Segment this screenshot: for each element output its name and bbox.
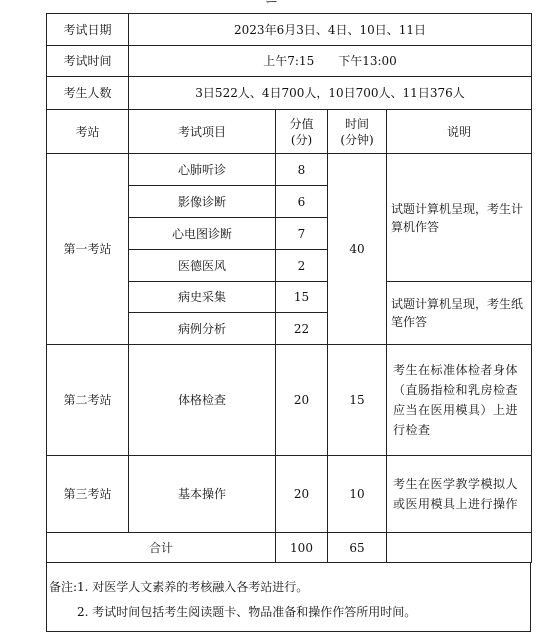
cropped-header-text: ー <box>265 0 279 8</box>
col-time-line1: 时间 <box>344 116 369 131</box>
station3-score: 20 <box>276 456 328 533</box>
time-label: 考试时间 <box>47 46 129 77</box>
station1-item-score: 2 <box>276 250 328 282</box>
station1-item-name: 心电图诊断 <box>129 218 276 250</box>
time-value: 上午7:15 下午13:00 <box>129 46 532 77</box>
col-score-header <box>276 110 328 154</box>
total-score: 100 <box>276 533 328 563</box>
station1-item-score: 15 <box>276 282 328 313</box>
station1-note-computer: 试题计算机呈现，考生计算机作答 <box>387 154 532 282</box>
station1-item-name: 病例分析 <box>129 313 276 345</box>
station1-item-score: 7 <box>276 218 328 250</box>
station1-item-name: 病史采集 <box>129 282 276 313</box>
station1-item-name: 心肺听诊 <box>129 154 276 186</box>
table-row <box>47 456 532 533</box>
col-score-line2: (分) <box>290 132 313 147</box>
column-header-row <box>47 110 532 154</box>
remark-line-1: 备注:1. 对医学人文素养的考核融入各考站进行。 <box>49 580 309 594</box>
time-row <box>47 46 532 77</box>
station1-item-name: 医德医风 <box>129 250 276 282</box>
col-time-line2: (分钟) <box>340 132 374 147</box>
station3-note: 考生在医学教学模拟人或医用模具上进行操作 <box>387 456 532 533</box>
station2-score: 20 <box>276 345 328 456</box>
remark-line-2: 2. 考试时间包括考生阅读题卡、物品准备和操作作答所用时间。 <box>77 605 417 619</box>
total-row <box>47 533 532 563</box>
station1-name: 第一考站 <box>47 154 129 345</box>
total-label: 合计 <box>47 533 276 563</box>
table-row <box>47 345 532 456</box>
station2-note: 考生在标准体检者身体（直肠指检和乳房检查应当在医用模具）上进行检查 <box>387 345 532 456</box>
station2-name: 第二考站 <box>47 345 129 456</box>
total-time: 65 <box>328 533 387 563</box>
station1-item-name: 影像诊断 <box>129 186 276 218</box>
remarks-box <box>46 562 531 632</box>
count-value: 3日522人、4日700人，10日700人、11日376人 <box>129 77 532 110</box>
station1-item-score: 6 <box>276 186 328 218</box>
date-value: 2023年6月3日、4日、10日、11日 <box>129 14 532 46</box>
exam-schedule-table <box>46 13 532 563</box>
col-time-header <box>328 110 387 154</box>
total-note-empty <box>387 533 532 563</box>
station2-time: 15 <box>328 345 387 456</box>
col-station-header: 考站 <box>47 110 129 154</box>
station1-item-score: 22 <box>276 313 328 345</box>
table-row <box>47 154 532 186</box>
station3-time: 10 <box>328 456 387 533</box>
station3-item: 基本操作 <box>129 456 276 533</box>
station1-note-paper: 试题计算机呈现，考生纸笔作答 <box>387 282 532 345</box>
count-row <box>47 77 532 110</box>
station1-time: 40 <box>328 154 387 345</box>
station1-item-score: 8 <box>276 154 328 186</box>
date-label: 考试日期 <box>47 14 129 46</box>
count-label: 考生人数 <box>47 77 129 110</box>
cropped-header <box>0 0 553 8</box>
station2-item: 体格检查 <box>129 345 276 456</box>
station3-name: 第三考站 <box>47 456 129 533</box>
col-note-header: 说明 <box>387 110 532 154</box>
col-score-line1: 分值 <box>289 116 314 131</box>
date-row <box>47 14 532 46</box>
col-item-header: 考试项目 <box>129 110 276 154</box>
